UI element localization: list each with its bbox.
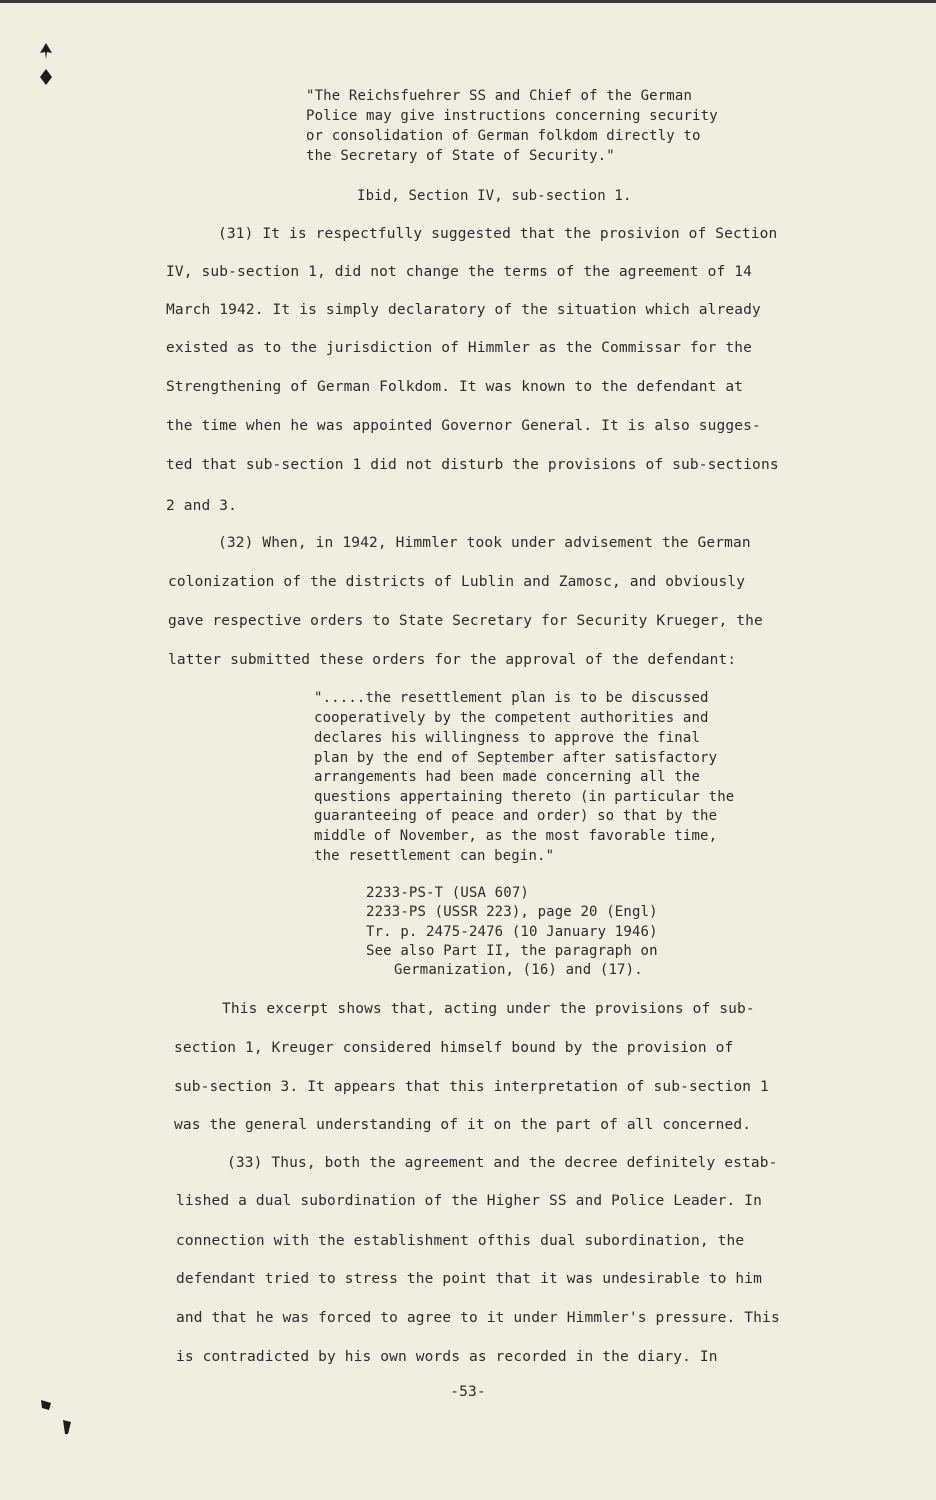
- reference-line: Germanization, (16) and (17).: [394, 962, 643, 978]
- paragraph-33-line: is contradicted by his own words as recorded in the diary. In: [176, 1349, 718, 1365]
- paragraph-32-line: latter submitted these orders for the approval of the defendant:: [168, 652, 737, 668]
- paragraph-33-line: lished a dual subordination of the Higher SS and Police Leader. In: [176, 1193, 763, 1209]
- paragraph-31-line: ted that sub-section 1 did not disturb the provisions of sub-sections: [166, 457, 779, 473]
- paragraph-31-line: 2 and 3.: [166, 498, 238, 514]
- paragraph-31-line: March 1942. It is simply declaratory of the situation which already: [166, 302, 761, 318]
- page-number: -53-: [450, 1384, 486, 1400]
- scan-top-edge: [0, 0, 936, 3]
- paragraph-33-line: and that he was forced to agree to it under Himmler's pressure. This: [176, 1310, 780, 1326]
- quote-2-line: ".....the resettlement plan is to be discussed: [314, 690, 709, 706]
- reference-line: 2233-PS-T (USA 607): [366, 885, 529, 901]
- paragraph-31-line: existed as to the jurisdiction of Himmler as the Commissar for the: [166, 340, 753, 356]
- quote-2-line: questions appertaining thereto (in particular the: [314, 789, 735, 805]
- punch-hole-mark-icon: [38, 68, 54, 86]
- quote-2-line: the resettlement can begin.": [314, 848, 555, 864]
- paragraph-31-line: (31) It is respectfully suggested that the prosivion of Section: [218, 226, 778, 242]
- quote-2-line: cooperatively by the competent authorities and: [314, 710, 709, 726]
- quote-2-line: arrangements had been made concerning all the: [314, 769, 701, 785]
- quote-2-line: plan by the end of September after satisfactory: [314, 750, 718, 766]
- paragraph-33-line: defendant tried to stress the point that it was undesirable to him: [176, 1271, 763, 1287]
- paragraph-32-line: gave respective orders to State Secretary for Security Krueger, the: [168, 613, 763, 629]
- quote-1-line: the Secretary of State of Security.": [306, 148, 615, 164]
- paragraph-32-line: colonization of the districts of Lublin and Zamosc, and obviously: [168, 574, 746, 590]
- punch-hole-mark-icon: [38, 1398, 54, 1416]
- quote-1-line: Police may give instructions concerning security: [306, 108, 718, 124]
- paragraph-excerpt-line: This excerpt shows that, acting under the provisions of sub-: [222, 1001, 755, 1017]
- quote-1-line: "The Reichsfuehrer SS and Chief of the German: [306, 88, 693, 104]
- quote-2-line: declares his willingness to approve the final: [314, 730, 701, 746]
- paragraph-33-line: connection with the establishment ofthis dual subordination, the: [176, 1233, 745, 1249]
- quote-1-line: or consolidation of German folkdom directly to: [306, 128, 701, 144]
- paragraph-excerpt-line: section 1, Kreuger considered himself bound by the provision of: [174, 1040, 734, 1056]
- reference-line: See also Part II, the paragraph on: [366, 943, 658, 959]
- paragraph-31-line: Strengthening of German Folkdom. It was known to the defendant at: [166, 379, 744, 395]
- paragraph-31-line: IV, sub-section 1, did not change the terms of the agreement of 14: [166, 264, 753, 280]
- paragraph-excerpt-line: sub-section 3. It appears that this interpretation of sub-section 1: [174, 1079, 769, 1095]
- paragraph-excerpt-line: was the general understanding of it on the part of all concerned.: [174, 1117, 752, 1133]
- paragraph-31-line: the time when he was appointed Governor General. It is also sugges-: [166, 418, 761, 434]
- quote-2-line: middle of November, as the most favorable time,: [314, 828, 718, 844]
- paragraph-32-line: (32) When, in 1942, Himmler took under advisement the German: [218, 535, 751, 551]
- reference-line: 2233-PS (USSR 223), page 20 (Engl): [366, 904, 658, 920]
- quote-1-citation: Ibid, Section IV, sub-section 1.: [357, 188, 632, 204]
- punch-hole-mark-icon: [38, 42, 54, 60]
- quote-2-line: guaranteeing of peace and order) so that by the: [314, 808, 718, 824]
- punch-hole-mark-icon: [58, 1418, 74, 1436]
- paragraph-33-line: (33) Thus, both the agreement and the decree definitely estab-: [227, 1155, 778, 1171]
- reference-line: Tr. p. 2475-2476 (10 January 1946): [366, 924, 658, 940]
